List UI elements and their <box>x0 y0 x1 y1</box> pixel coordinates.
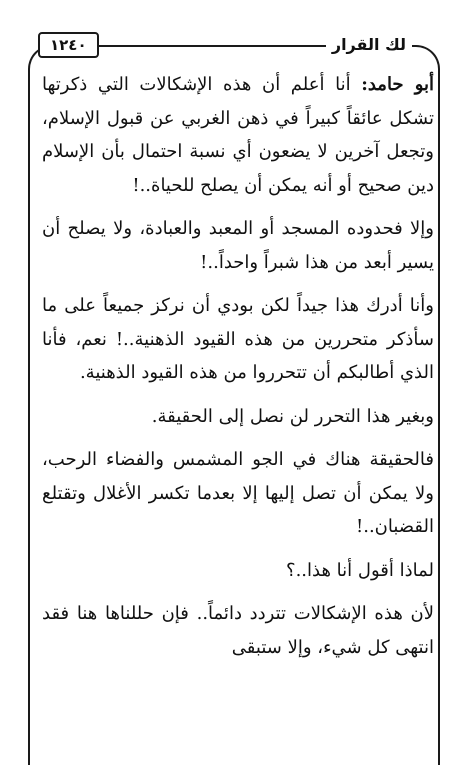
paragraph-2: وإلا فحدوده المسجد أو المعبد والعبادة، ولا يصلح أن يسير أبعد من هذا شبراً واحداً..! <box>42 218 434 273</box>
paragraph-6: لماذا أقول أنا هذا..؟ <box>286 559 434 581</box>
running-title: لك القرار <box>326 28 412 62</box>
paragraph-1-text: أنا أعلم أن هذه الإشكالات التي ذكرتها تشكل عائقاً كبيراً في ذهن الغربي عن قبول الإسلام، وتجعل آخرين لا يضعون أي نسبة احتمال بأن الإسلام دين صحيح أو أنه يمكن أن يصلح للحياة..! <box>42 74 434 196</box>
speaker-name: أبو حامد: <box>361 74 435 95</box>
paragraph-1 <box>42 68 434 202</box>
page-number: ١٢٤٠ <box>38 32 99 58</box>
paragraph-5: فالحقيقة هناك في الجو المشمس والفضاء الرحب، ولا يمكن أن تصل إليها إلا بعدما تكسر الأغلال وتقتلع القضبان..! <box>42 449 434 537</box>
paragraph-4: وبغير هذا التحرر لن نصل إلى الحقيقة. <box>151 405 434 427</box>
page-header <box>28 28 440 62</box>
paragraph-7: لأن هذه الإشكالات تتردد دائماً.. فإن حللناها هنا فقد انتهى كل شيء، وإلا ستبقى <box>42 603 434 658</box>
paragraph-3: وأنا أدرك هذا جيداً لكن بودي أن نركز جميعاً على ما سأذكر متحررين من هذه القيود الذهنية..! نعم، فأنا الذي أطالبكم أن تتحرروا من هذه القيود الذهنية. <box>42 295 434 383</box>
page-body <box>42 68 434 674</box>
